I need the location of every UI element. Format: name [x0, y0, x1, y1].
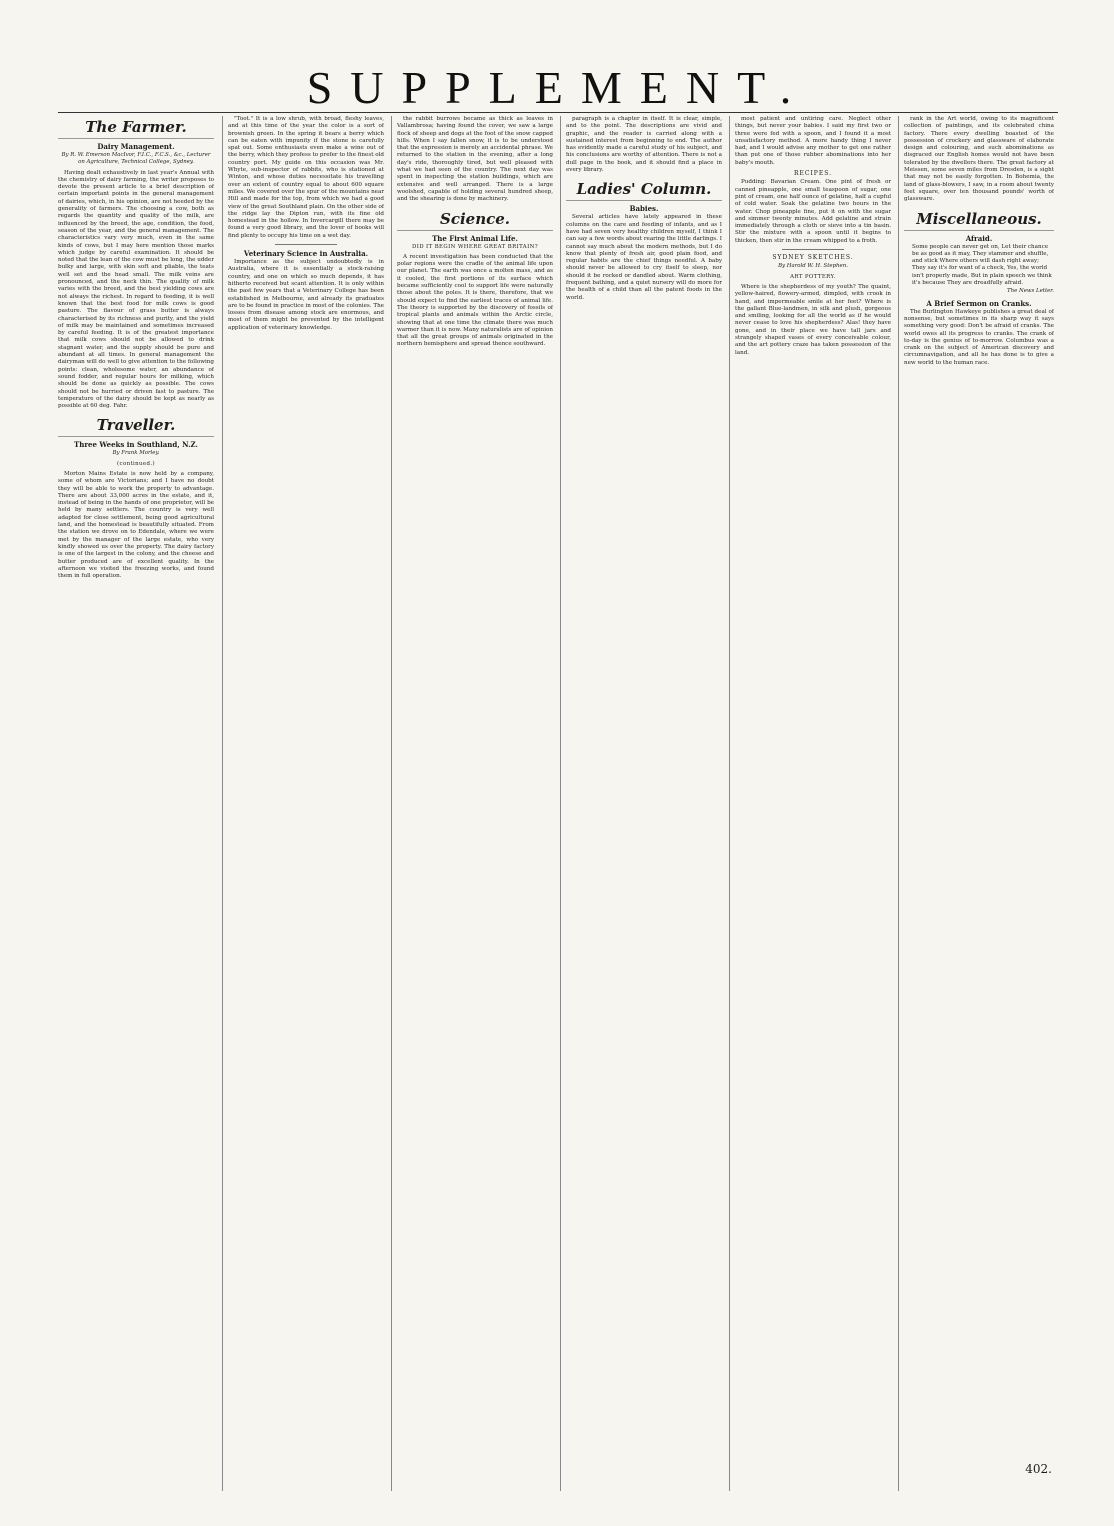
- column-rule: [729, 116, 730, 1491]
- column-rule: [391, 116, 392, 1491]
- article-body: Importance as the subject undoubtedly is in Australia, where it is essentially a stock-raising country, and one on which so much depends, it has hitherto received but scant attention. It is only within the past few years that a Veterinary College has been established in Melbourne, and already its graduates are to be found in practice in most of the colonies. The losses from disease among stock are enormous, and most of them might be prevented by the intelligent application of veterinary knowledge.: [228, 259, 384, 331]
- poem-verse: Some people can never get on, Let their chance be as good as it may, They stammer and shuffle, and stick Where others will dash right away; They say it's for want of a check, Yes, the world isn't properly made, But in plain speech we think it's because They are dreadfully afraid.: [912, 243, 1052, 287]
- column-5: [735, 116, 891, 1491]
- dept-heading-farmer: The Farmer.: [58, 118, 214, 139]
- article-byline: By R. W. Emerson MacIvor, F.I.C., F.C.S., &c., Lecturer on Agriculture, Technical College, Sydney.: [61, 152, 211, 166]
- masthead-rule: [58, 112, 1058, 113]
- poem-attribution: The News Letter.: [1007, 288, 1054, 295]
- article-body: Having dealt exhaustively in last year's Annual with the chemistry of dairy farming, the writer proposes to devote the present article to a brief description of certain important points in the general management of dairies, which, in his opinion, are not heeded by the generality of farmers. The choosing a cow, both as regards the quantity and quality of the milk, are influenced by the breed, the age, condition, the food, season of the year, and the general management. The characteristics vary very much, even in the same kinds of cows, but I may here mention those marks which judge by careful examination. It should be noted that the lean of the cow must be long, the udder bulky and large, with skin soft and pliable, the teats well set and the head small. The milk veins are pronounced, and the neck thin. The quality of milk varies with the breed, and the best yielding cows are not always the richest. In regard to feeding, it is well known that the best food for milk cows is good pasture. The flavour of grass butter is always characterised by its richness and purity, and the yield of milk may be maintained and sometimes increased by careful feeding. It is of the greatest importance that milk cows should not be allowed to drink stagnant water, and the supply should be pure and abundant at all times. In general management the dairyman will do well to give attention to the following points: clean, wholesome water, an abundance of sound fodder, and regular hours for milking, which should be done as quickly as possible. The cows should not be hurried or driven fast to pasture. The temperature of the dairy should be kept as nearly as possible at 60 deg. Fahr.: [58, 169, 214, 410]
- recipes-heading: RECIPES.: [793, 170, 833, 178]
- article-title-veterinary: Veterinary Science in Australia.: [243, 249, 369, 259]
- article-body: rank in the Art world, owing to its magnificent collection of paintings, and its celebrated china factory. There every dwelling boasted of the possession of crockery and glassware of elaborate design and colouring, and such abominations as disgraced our English homes would not have been tolerated by the dwellers there. The great factory at Meissen, some seven miles from Dresden, is a sight that may not be easily forgotten. In Bohemia, the land of glass-blowers, I saw, in a room about twenty feet square, over ten thousand pounds' worth of glassware.: [904, 116, 1054, 203]
- column-2: [228, 116, 384, 1491]
- article-body: Several articles have lately appeared in these columns on the care and feeding of infants, and as I have had seven very healthy children myself, I think I can say a few words about rearing the little darlings. I cannot say much about the modern methods, but I do know that plenty of fresh air, good plain food, and regular habits are the chief things needful. A baby should never be allowed to cry itself to sleep, nor should it be rocked or dandled about. Warm clothing, frequent bathing, and a quiet nursery will do more for the health of a child than all the patent foods in the world.: [566, 214, 722, 301]
- dept-heading-science: Science.: [397, 210, 553, 231]
- article-title-afraid: Afraid.: [965, 233, 993, 243]
- article-subheading: ART POTTERY.: [790, 273, 836, 280]
- column-1: [58, 116, 214, 1491]
- separator: [275, 244, 337, 245]
- sydney-sketches-heading: SYDNEY SKETCHES.: [772, 254, 854, 262]
- article-continued-note: (continued.): [117, 460, 155, 467]
- separator: [782, 249, 844, 250]
- dept-heading-traveller: Traveller.: [58, 416, 214, 437]
- article-body: most patient and untiring care. Neglect other things, but never your babies. I said my first two or three were fed with a spoon, and I found it a most unsatisfactory method. A more handy thing I never had, and I would advise any mother to get one rather than put one of those rubber abominations into her baby's mouth.: [735, 116, 891, 166]
- article-body: A recent investigation has been conducted that the polar regions were the cradle of the animal life upon our planet. The earth was once a molten mass, and as it cooled, the first portions of its surface which became sufficiently cool to support life were naturally those about the poles. It is there, therefore, that we should expect to find the earliest traces of animal life. The theory is supported by the discovery of fossils of tropical plants and animals within the Arctic circle, showing that at one time the climate there was much warmer than it is now. Many naturalists are of opinion that all the great groups of animals originated in the northern hemisphere and spread thence southward.: [397, 253, 553, 348]
- dept-heading-miscellaneous: Miscellaneous.: [904, 210, 1054, 231]
- article-title-animal-life: The First Animal Life.: [432, 233, 518, 243]
- column-rule: [898, 116, 899, 1491]
- column-3: [397, 116, 553, 1491]
- article-title-dairy: Dairy Management.: [97, 142, 175, 151]
- page: [58, 28, 1058, 1508]
- article-body: The Burlington Hawkeye publishes a great deal of nonsense, but sometimes in its sharp way it says something very good: Don't be afraid of cranks. The world owes all its progress to cranks. The crank of to-day is the genius of to-morrow. Columbus was a crank on the subject of American discovery and circumnavigation, and all he has done is to give a new world to the human race.: [904, 308, 1054, 366]
- article-body: paragraph is a chapter in itself. It is clear, simple, and to the point. The descriptions are vivid and graphic, and the reader is carried along with a sustained interest from beginning to end. The author has evidently made a careful study of his subject, and his conclusions are worthy of attention. There is not a dull page in the book, and it should find a place in every library.: [566, 116, 722, 174]
- article-title-southland: Three Weeks in Southland, N.Z.: [74, 440, 198, 450]
- columns: [58, 116, 1058, 1496]
- article-body: Pudding: Bavarian Cream. One pint of fresh or canned pineapple, one small teaspoon of sugar, one pint of cream, one half ounce of gelatine, half a cupful of cold water. Soak the gelatine two hours in the water. Chop pineapple fine, put it on with the sugar and simmer twenty minutes. Add gelatine and strain immediately through a cloth or sieve into a tin basin. Stir the mixture with a spoon until it begins to thicken, then stir in the cream whipped to a froth.: [735, 179, 891, 244]
- article-body: the rabbit burrows became as thick as leaves in Vallambrosa; having found the cover, we saw a large flock of sheep and dogs at the foot of the snow capped hills. When I say fallen snow, it is to be understood that the expression is merely an accidental phrase. We returned to the station in the evening, after a long day's ride, thoroughly tired, but well pleased with what we had seen of the country. The next day was spent in inspecting the station buildings, which are extensive and well arranged. There is a large woolshed, capable of holding several hundred sheep, and the shearing is done by machinery.: [397, 116, 553, 203]
- column-rule: [560, 116, 561, 1491]
- article-subheading: DID IT BEGIN WHERE GREAT BRITAIN?: [411, 243, 539, 250]
- article-title-cranks: A Brief Sermon on Cranks.: [926, 298, 1032, 308]
- column-rule: [222, 116, 223, 1491]
- article-body: "Toot." It is a low shrub, with broad, fleshy leaves, and at this time of the year the color is a sort of brownish green. In the spring it bears a berry which can be eaten with impunity if the stone is carefully spat out. Some enthusiasts even make a wine out of the berry, which they profess to prefer to the finest old country port. My guide on this occasion was Mr. Whyte, sub-inspector of rabbits, who is stationed at Winton, and whose duties necessitate his travelling over an extent of country equal to about 600 square miles. We covered over the spur of the mountains near Hill and made for the top, from which we had a good view of the great Southland plain. On the other side of the ridge lay the Dipton run, with its fine old homestead in the hollow. In Invercargill there may be found a very good library, and the lover of books will find plenty to occupy his time on a wet day.: [228, 116, 384, 239]
- dept-heading-ladies: Ladies' Column.: [566, 180, 722, 201]
- masthead-title: SUPPLEMENT.: [306, 62, 810, 113]
- column-4: [566, 116, 722, 1491]
- article-byline: By Frank Morley.: [112, 450, 160, 457]
- article-body: Where is the shepherdess of my youth? The quaint, yellow-haired, flowery-armed, dimpled, with crook in hand, and impermeable smile at her feet? Where is the gallant Blue-landmen, in silk and plush, gorgeous and smiling, looking for all the world as if he would never cease to love his shepherdess? Alas! they have gone, and in their place we have tall jars and strangely shaped vases of every conceivable colour, and the art pottery craze has taken possession of the land.: [735, 283, 891, 356]
- article-body: Morton Mains Estate is now held by a company, some of whom are Victorians; and I have no doubt they will be able to work the property to advantage. There are about 33,000 acres in the estate, and it, instead of being in the hands of one proprietor, will be held by many settlers. The country is very well adapted for close settlement, being good agricultural land, and the homestead is beautifully situated. From the station we drove on to Edendale, where we were met by the manager of the large estate, who very kindly showed us over the property. The dairy factory is one of the largest in the colony, and the cheese and butter produced are of excellent quality. In the afternoon we visited the freezing works, and found them in full operation.: [58, 470, 214, 580]
- article-title-babies: Babies.: [629, 204, 659, 214]
- column-6: [904, 116, 1054, 1491]
- page-number: 402.: [1025, 1462, 1052, 1476]
- article-byline: By Harold W. H. Stephen.: [778, 263, 848, 270]
